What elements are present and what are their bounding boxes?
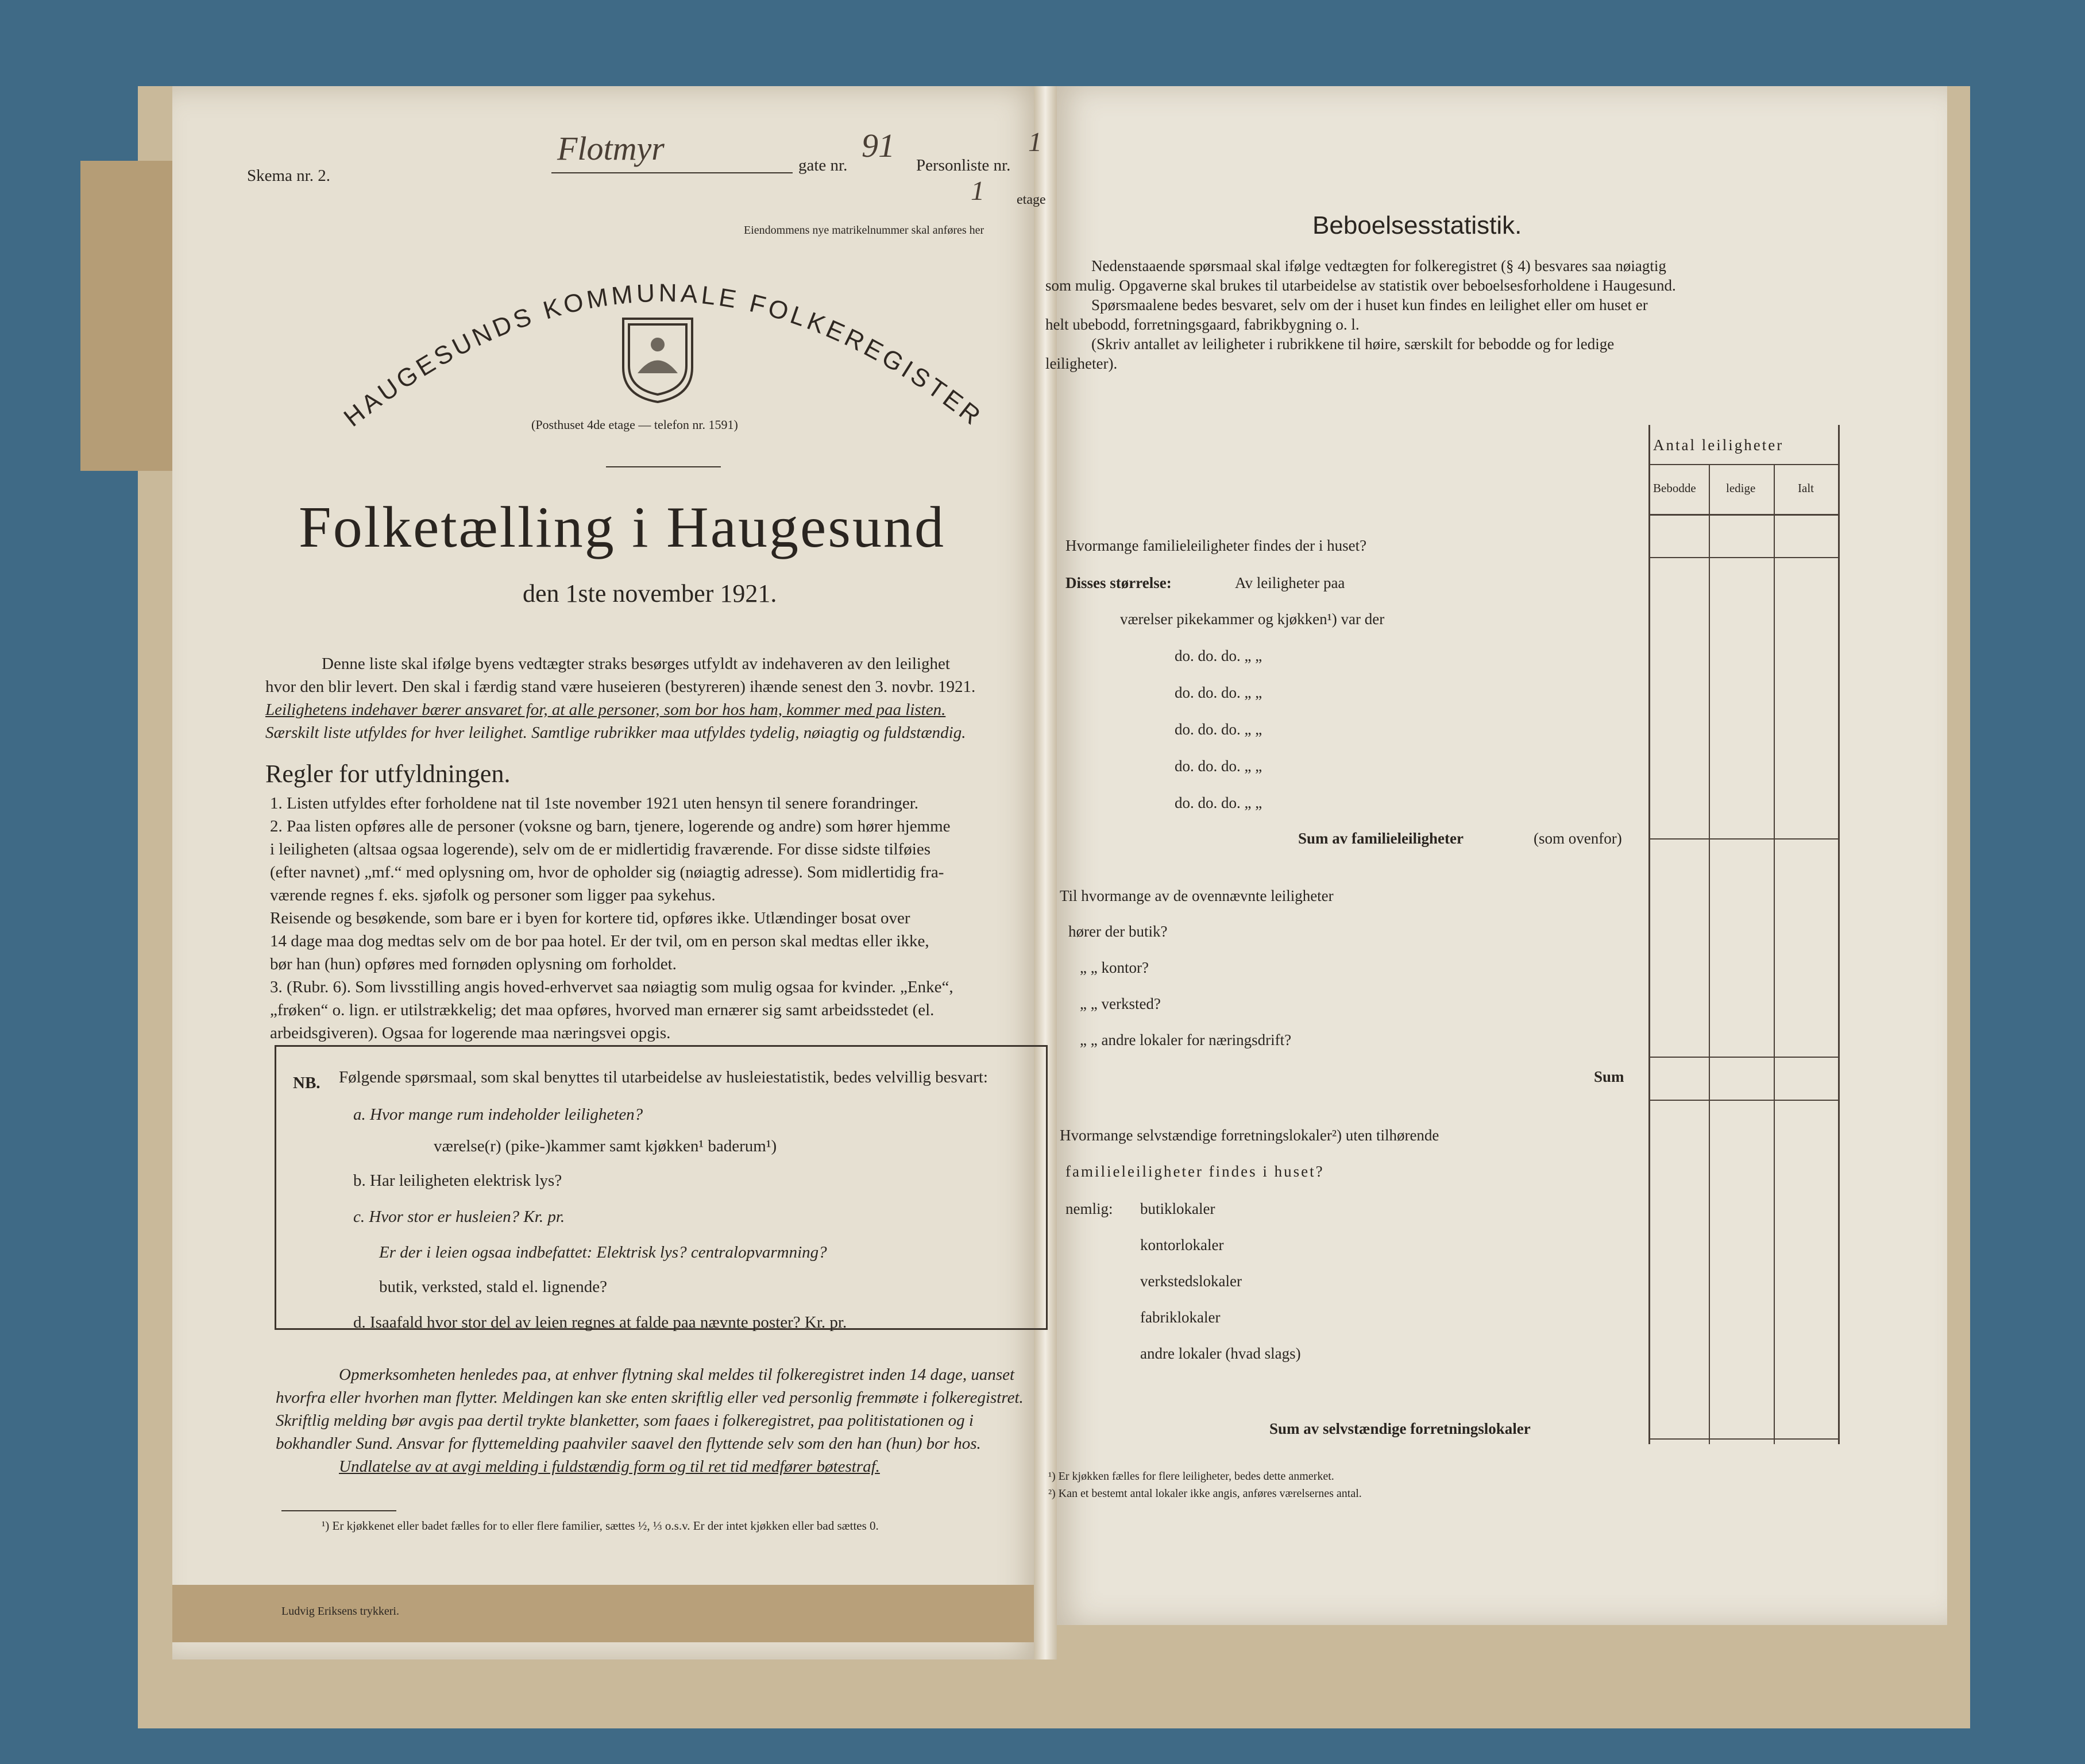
- table-header: Antal leiligheter: [1653, 436, 1784, 454]
- question-business-use: Til hvormange av de ovennævnte leiligheter: [1060, 887, 1334, 904]
- sum-premises-label: Sum av selvstændige forretningslokaler: [1269, 1420, 1531, 1437]
- size-do-row[interactable]: do. do. do. „ „: [1175, 647, 1262, 664]
- question-andre[interactable]: „ „ andre lokaler for næringsdrift?: [1080, 1031, 1292, 1049]
- sum-family-label: Sum av familieleiligheter: [1298, 830, 1464, 847]
- sizes-text: Av leiligheter paa: [1235, 574, 1345, 591]
- nb-question-b[interactable]: b. Har leiligheten elektrisk lys?: [353, 1171, 562, 1190]
- col-bebodde: Bebodde: [1653, 481, 1696, 495]
- premises-kontor[interactable]: kontorlokaler: [1140, 1236, 1224, 1254]
- etage-handwritten: 1: [971, 176, 984, 206]
- question-business-premises: Hvormange selvstændige forretningslokaler²) uten tilhørende: [1060, 1127, 1439, 1144]
- gate-label: gate nr.: [798, 156, 848, 175]
- nb-text: Følgende spørsmaal, som skal benyttes til utarbeidelse av husleiestatistik, bedes velvillig besvart:: [339, 1068, 988, 1086]
- svg-text:HAUGESUNDS KOMMUNALE FOLKEREGI: HAUGESUNDS KOMMUNALE FOLKEREGISTER: [338, 278, 989, 432]
- personliste-handwritten: 1: [1028, 127, 1042, 157]
- personliste-label: Personliste nr.: [916, 156, 1011, 175]
- nemlig-label: nemlig:: [1065, 1200, 1113, 1217]
- size-do-row[interactable]: do. do. do. „ „: [1175, 757, 1262, 775]
- rules-heading: Regler for utfyldningen.: [265, 760, 511, 788]
- col-ledige: ledige: [1726, 481, 1756, 495]
- sizes-label: Disses størrelse:: [1065, 574, 1172, 591]
- size-do-row[interactable]: do. do. do. „ „: [1175, 684, 1262, 701]
- skema-label: Skema nr. 2.: [247, 167, 330, 185]
- question-business-premises-2[interactable]: familieleiligheter findes i huset?: [1065, 1163, 1325, 1180]
- premises-fabrik[interactable]: fabriklokaler: [1140, 1309, 1221, 1326]
- size-row[interactable]: værelser pikekammer og kjøkken¹) var der: [1120, 610, 1385, 628]
- right-footnote-1: ¹) Er kjøkken fælles for flere leiligheter, bedes dette anmerket.: [1048, 1470, 1334, 1483]
- size-do-row[interactable]: do. do. do. „ „: [1175, 794, 1262, 811]
- footnote: ¹) Er kjøkkenet eller badet fælles for to eller flere familier, sættes ½, ⅓ o.s.v. Er der intet kjøkken eller bad sættes 0.: [322, 1519, 879, 1533]
- street-handwritten: Flotmyr: [557, 130, 665, 167]
- sum-family-suffix: (som ovenfor): [1534, 830, 1622, 847]
- nb-question-a[interactable]: a. Hvor mange rum indeholder leiligheten?: [353, 1105, 643, 1124]
- nb-question-c-butik[interactable]: butik, verksted, stald el. lignende?: [379, 1278, 608, 1296]
- question-kontor[interactable]: „ „ kontor?: [1080, 959, 1149, 976]
- page-title: Folketælling i Haugesund: [299, 495, 945, 560]
- premises-verksted[interactable]: verkstedslokaler: [1140, 1272, 1242, 1290]
- printer-credit: Ludvig Eriksens trykkeri.: [281, 1605, 399, 1618]
- ornament-divider: [606, 466, 721, 467]
- nb-question-a-rooms[interactable]: værelse(r) (pike-)kammer samt kjøkken¹ baderum¹): [434, 1137, 777, 1155]
- size-do-row[interactable]: do. do. do. „ „: [1175, 721, 1262, 738]
- etage-label: etage: [1017, 192, 1046, 207]
- sum-label: Sum: [1594, 1068, 1624, 1085]
- premises-andre[interactable]: andre lokaler (hvad slags): [1140, 1345, 1301, 1362]
- right-footnote-2: ²) Kan et bestemt antal lokaler ikke angis, anføres værelsernes antal.: [1048, 1487, 1362, 1500]
- nb-question-c-included[interactable]: Er der i leien ogsaa indbefattet: Elektrisk lys? centralopvarmning?: [379, 1243, 827, 1262]
- question-verksted[interactable]: „ „ verksted?: [1080, 995, 1161, 1012]
- gate-number-handwritten: 91: [862, 127, 895, 164]
- nb-question-d[interactable]: d. Isaafald hvor stor del av leien regnes at falde paa nævnte poster? Kr. pr.: [353, 1313, 847, 1332]
- nb-label: NB.: [293, 1074, 321, 1092]
- col-ialt: Ialt: [1798, 481, 1814, 495]
- matrikkel-note: Eiendommens nye matrikelnummer skal anføres her: [744, 224, 984, 237]
- paper-tab: [80, 161, 178, 471]
- stats-title: Beboelsesstatistik.: [1312, 211, 1522, 239]
- coat-of-arms-icon: [617, 313, 698, 405]
- street-underline: [551, 172, 793, 173]
- premises-butik[interactable]: butiklokaler: [1140, 1200, 1215, 1217]
- post-office-line: (Posthuset 4de etage — telefon nr. 1591): [531, 417, 738, 432]
- nb-question-c[interactable]: c. Hvor stor er husleien? Kr. pr.: [353, 1208, 565, 1226]
- question-family-apartments[interactable]: Hvormange familieleiligheter findes der i huset?: [1065, 537, 1367, 554]
- census-date: den 1ste november 1921.: [523, 579, 777, 608]
- question-butik[interactable]: hører der butik?: [1068, 923, 1168, 940]
- footnote-rule: [281, 1510, 396, 1511]
